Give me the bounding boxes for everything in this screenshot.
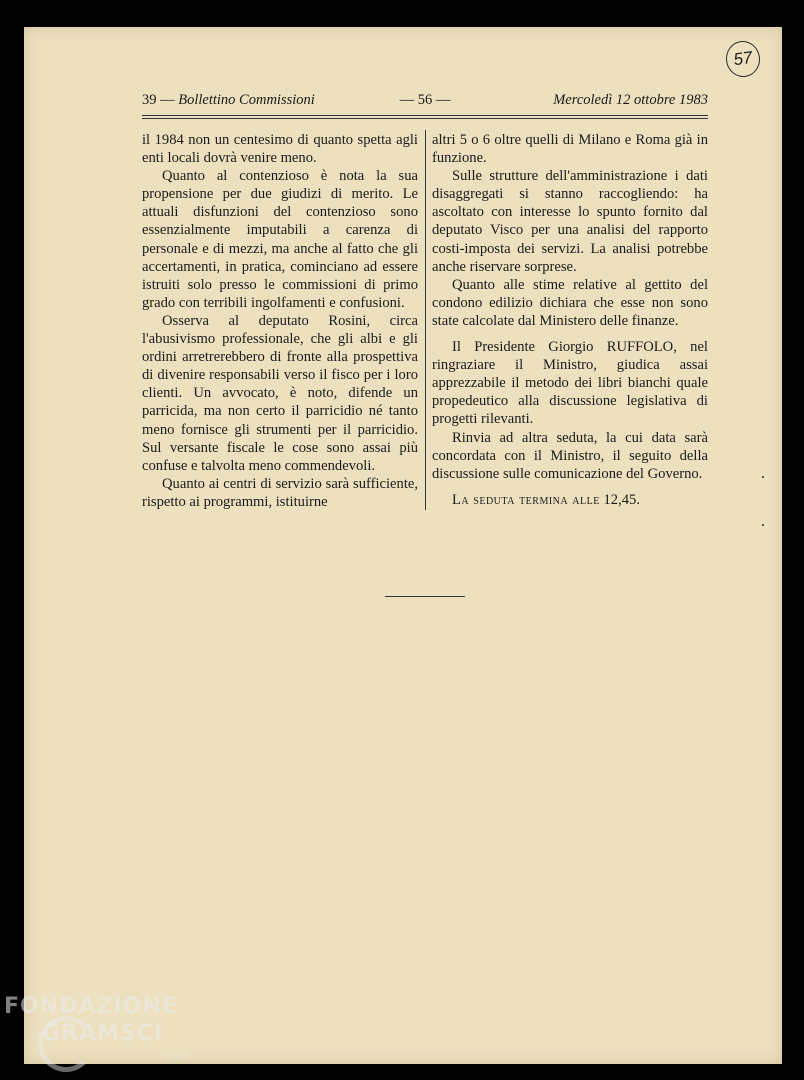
- logo-line-2: GRAMSCI: [42, 1021, 164, 1046]
- header-page-number: — 56 —: [399, 92, 451, 108]
- right-paragraph-1: altri 5 o 6 oltre quelli di Milano e Roma già in funzione.: [432, 132, 708, 167]
- left-paragraph-3: Osserva al deputato Rosini, circa l'abusivismo professionale, che gli albi e gli ordini arretrerebbero di fronte alla prospettiva di divenire responsabili verso il fisco per i loro clienti. Un avvocato, è noto, difende un parricida, ma non certo il parricidio né tanto meno fornisce gli strumenti per il parricidio. Sul versante fiscale le cose sono assai più confuse e talvolta meno commendevoli.: [142, 312, 418, 474]
- paper-speck: [762, 524, 764, 526]
- running-header: [142, 92, 708, 114]
- fondazione-gramsci-logo: [4, 994, 204, 1074]
- logo-line-1: FONDAZIONE: [4, 994, 178, 1019]
- header-rule: [142, 115, 708, 116]
- right-paragraph-5: Rinvia ad altra seduta, la cui data sarà concordata con il Ministro, il seguito della discussione sulle comunicazione del Governo.: [432, 429, 708, 482]
- page-stamp: 57: [724, 39, 763, 79]
- paper-speck: [762, 476, 764, 478]
- header-date: Mercoledì 12 ottobre 1983: [553, 92, 708, 108]
- left-paragraph-4: Quanto ai centri di servizio sarà sufficiente, rispetto ai programmi, istituirne: [142, 475, 418, 510]
- left-column: [142, 131, 418, 511]
- closing-label: La seduta termina alle: [452, 491, 600, 508]
- header-left: 39 — Bollettino Commissioni: [142, 92, 315, 108]
- logo-line-3: onlus: [162, 1050, 189, 1061]
- right-paragraph-4: Il Presidente Giorgio RUFFOLO, nel ringraziare il Ministro, giudica assai apprezzabile il metodo dei libri bianchi quale propedeutico alla discussione legislativa di progetti rilevanti.: [432, 339, 708, 428]
- right-paragraph-2: Sulle strutture dell'amministrazione i dati disaggregati si stanno raccogliendo: ha ascoltato con interesse lo spunto fornito dal deputato Visco per una analisi del rapporto costi-imposta dei servizi. La analisi potrebbe anche riservare sorprese.: [432, 168, 708, 275]
- closing-time: 12,45.: [603, 491, 640, 508]
- closing-line: [432, 491, 708, 509]
- header-number: 39: [142, 92, 157, 108]
- header-rule-double: [142, 118, 708, 119]
- header-title: Bollettino Commissioni: [178, 92, 315, 108]
- right-column: [432, 131, 708, 509]
- right-paragraph-3: Quanto alle stime relative al gettito del condono edilizio dichiara che esse non sono state calcolate dal Ministero delle finanze.: [432, 276, 708, 329]
- left-paragraph-1: il 1984 non un centesimo di quanto spetta agli enti locali dovrà venire meno.: [142, 132, 418, 167]
- left-paragraph-2: Quanto al contenzioso è nota la sua propensione per due giudizi di merito. Le attuali disfunzioni del contenzioso sono essenzialmente imputabili a carenza di personale e di mezzi, ma anche al fatto che gli accertamenti, in pratica, cominciano ad essere istruiti solo presso le commissioni di primo grado con terribili ingolfamenti e confusioni.: [142, 168, 418, 311]
- end-rule: [385, 596, 465, 597]
- column-separator: [425, 130, 426, 510]
